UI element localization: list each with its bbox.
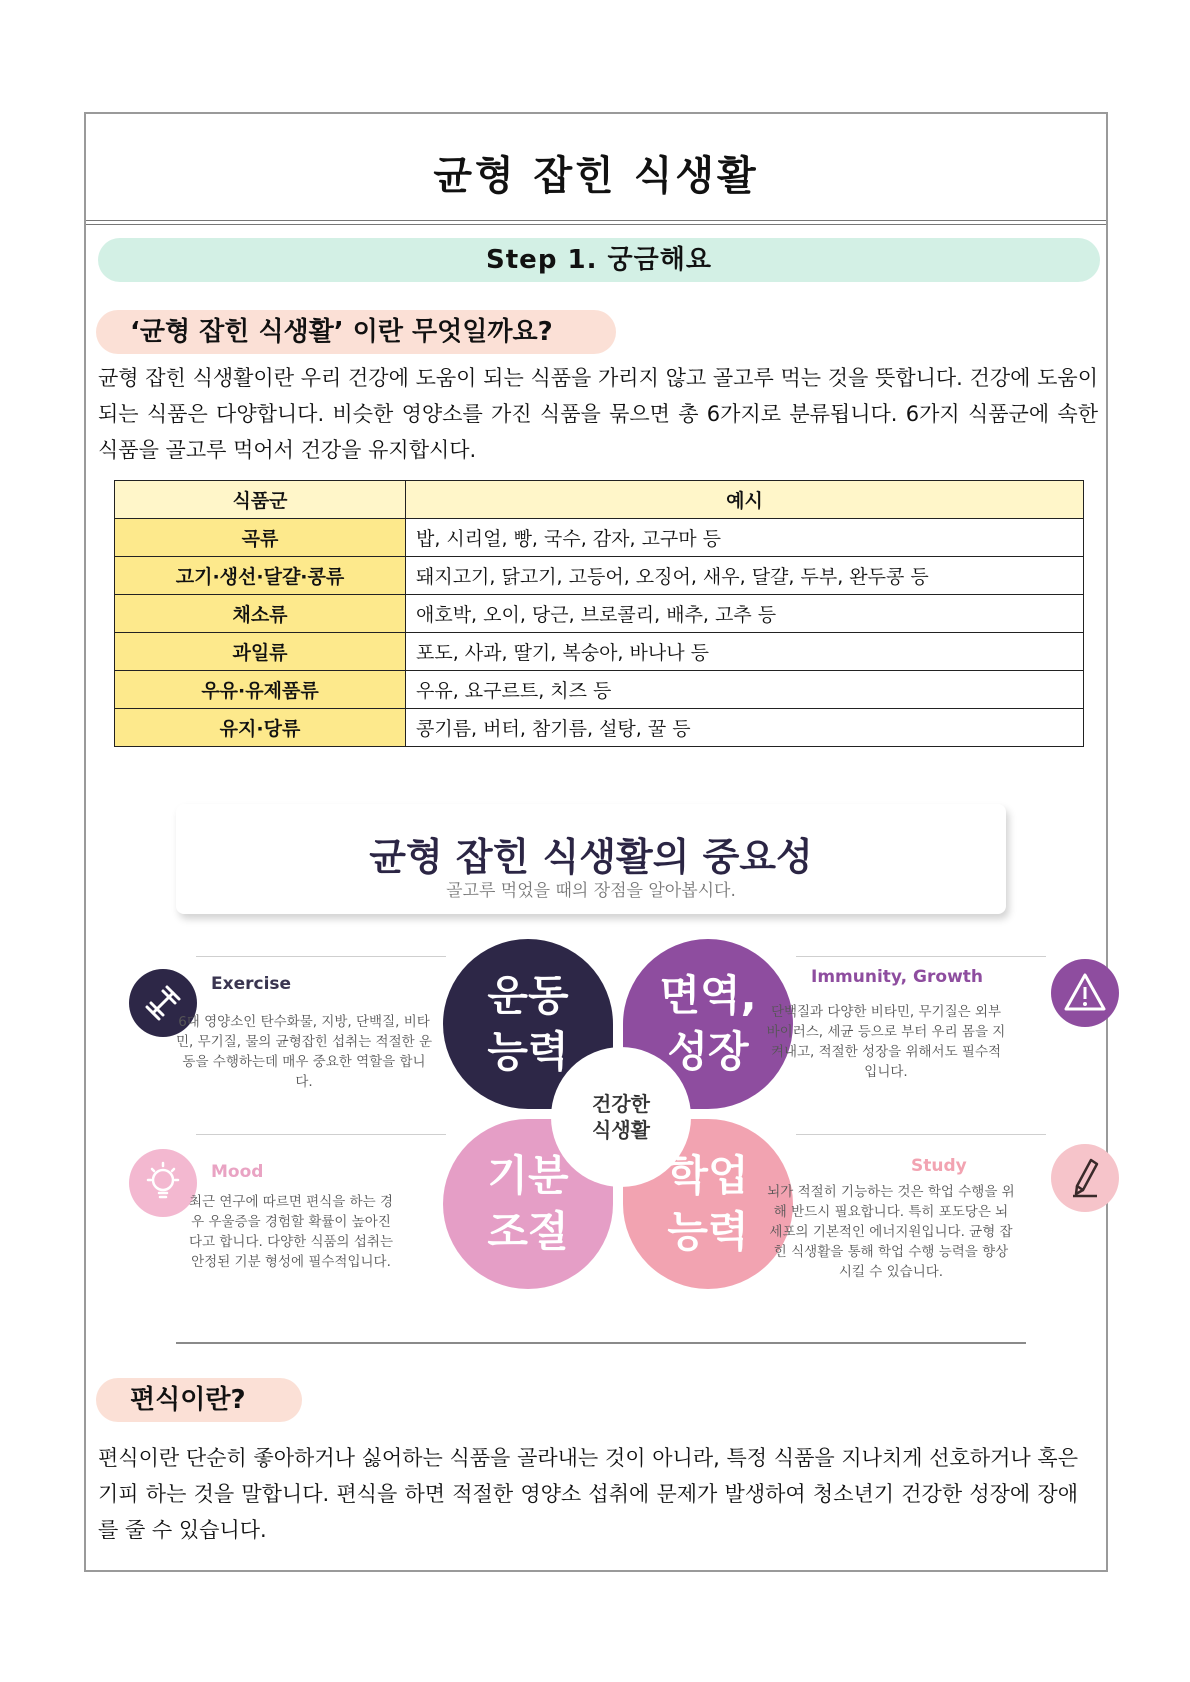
table-cell-group: 유지·당류: [115, 709, 406, 747]
table-row: [115, 709, 1084, 747]
divider-line: [796, 1134, 1046, 1135]
table-header-group: 식품군: [115, 481, 406, 519]
table-header-examples: 예시: [406, 481, 1084, 519]
table-header-row: [115, 481, 1084, 519]
description-exercise: 6대 영양소인 탄수화물, 지방, 단백질, 비타민, 무기질, 물의 균형잡힌 섭취는 적절한 운동을 수행하는데 매우 중요한 역할을 합니다.: [175, 1014, 433, 1090]
description-study: 뇌가 적절히 기능하는 것은 학업 수행을 위해 반드시 필요합니다. 특히 포도당은 뇌 세포의 기본적인 에너지원입니다. 균형 잡힌 식생활을 통해 학업 수행 능력을 향상 시킬 수 있습니다.: [767, 1184, 1015, 1280]
infographic-title: 균형 잡힌 식생활의 중요성: [369, 835, 813, 879]
label-study: Study: [911, 1156, 967, 1176]
divider-line: [196, 956, 446, 957]
center-line2: 식생활: [592, 1118, 650, 1142]
table-cell-examples: 우유, 요구르트, 치즈 등: [406, 671, 1084, 709]
table-cell-examples: 콩기름, 버터, 참기름, 설탕, 꿀 등: [406, 709, 1084, 747]
question-heading-picky-eating: 편식이란?: [96, 1378, 302, 1422]
label-exercise: Exercise: [211, 974, 292, 994]
table-cell-group: 고기·생선·달걀·콩류: [115, 557, 406, 595]
infographic-bottom-rule: [176, 1342, 1026, 1344]
table-cell-group: 채소류: [115, 595, 406, 633]
table-row: [115, 633, 1084, 671]
table-row: [115, 671, 1084, 709]
question-heading-balanced-diet: ‘균형 잡힌 식생활’ 이란 무엇일까요?: [96, 310, 616, 354]
petal-exercise-line2: 능력: [487, 1027, 569, 1076]
divider-line: [796, 956, 1046, 957]
intro-paragraph: 균형 잡힌 식생활이란 우리 건강에 도움이 되는 식품을 가리지 않고 골고루 먹는 것을 뜻합니다. 건강에 도움이 되는 식품은 다양합니다. 비슷한 영양소를 가진 식품을 묶으면 총 6가지로 분류됩니다. 6가지 식품군에 속한 식품을 골고루 먹어서 건강을 유지합시다.: [98, 366, 1098, 462]
table-cell-group: 곡류: [115, 519, 406, 557]
table-row: [115, 519, 1084, 557]
label-immunity: Immunity, Growth: [811, 967, 984, 987]
title-divider: [86, 220, 1106, 225]
pencil-icon: [1051, 1144, 1119, 1212]
food-group-table: [114, 480, 1084, 747]
table-row: [115, 595, 1084, 633]
petal-mood-line2: 조절: [487, 1207, 569, 1256]
petal-study-line2: 능력: [667, 1207, 749, 1256]
document-frame: [84, 112, 1108, 1572]
table-cell-examples: 밥, 시리얼, 빵, 국수, 감자, 고구마 등: [406, 519, 1084, 557]
importance-infographic: [126, 804, 1076, 1344]
center-line1: 건강한: [592, 1092, 650, 1116]
title-area: [86, 114, 1106, 220]
warning-icon: [1051, 959, 1119, 1027]
divider-line: [196, 1134, 446, 1135]
petal-study-line1: 학업: [667, 1151, 749, 1200]
table-cell-examples: 포도, 사과, 딸기, 복숭아, 바나나 등: [406, 633, 1084, 671]
table-cell-group: 과일류: [115, 633, 406, 671]
table-cell-group: 우유·유제품류: [115, 671, 406, 709]
petal-mood-line1: 기분: [487, 1151, 569, 1200]
center-circle: [551, 1047, 691, 1187]
label-mood: Mood: [211, 1162, 264, 1182]
table-cell-examples: 돼지고기, 닭고기, 고등어, 오징어, 새우, 달걀, 두부, 완두콩 등: [406, 557, 1084, 595]
page-title: 균형 잡힌 식생활: [433, 153, 759, 199]
picky-eating-paragraph: 편식이란 단순히 좋아하거나 싫어하는 식품을 골라내는 것이 아니라, 특정 식품을 지나치게 선호하거나 혹은 기피 하는 것을 말합니다. 편식을 하면 적절한 영양소 섭취에 문제가 발생하여 청소년기 건강한 성장에 장애를 줄 수 있습니다.: [98, 1446, 1078, 1542]
description-mood: 최근 연구에 따르면 편식을 하는 경우 우울증을 경험할 확률이 높아진다고 합니다. 다양한 식품의 섭취는 안정된 기분 형성에 필수적입니다.: [188, 1194, 394, 1270]
infographic-title-card: [176, 804, 1006, 914]
petal-exercise-line1: 운동: [487, 971, 569, 1020]
petal-immunity-line2: 성장: [667, 1027, 749, 1076]
table-cell-examples: 애호박, 오이, 당근, 브로콜리, 배추, 고추 등: [406, 595, 1084, 633]
petal-immunity-line1: 면역,: [659, 971, 757, 1020]
description-immunity: 단백질과 다양한 비타민, 무기질은 외부 바이러스, 세균 등으로 부터 우리 몸을 지켜내고, 적절한 성장을 위해서도 필수적입니다.: [766, 1004, 1006, 1080]
step-banner: Step 1. 궁금해요: [98, 238, 1100, 282]
infographic-subtitle: 골고루 먹었을 때의 장점을 알아봅시다.: [446, 881, 736, 901]
table-row: [115, 557, 1084, 595]
